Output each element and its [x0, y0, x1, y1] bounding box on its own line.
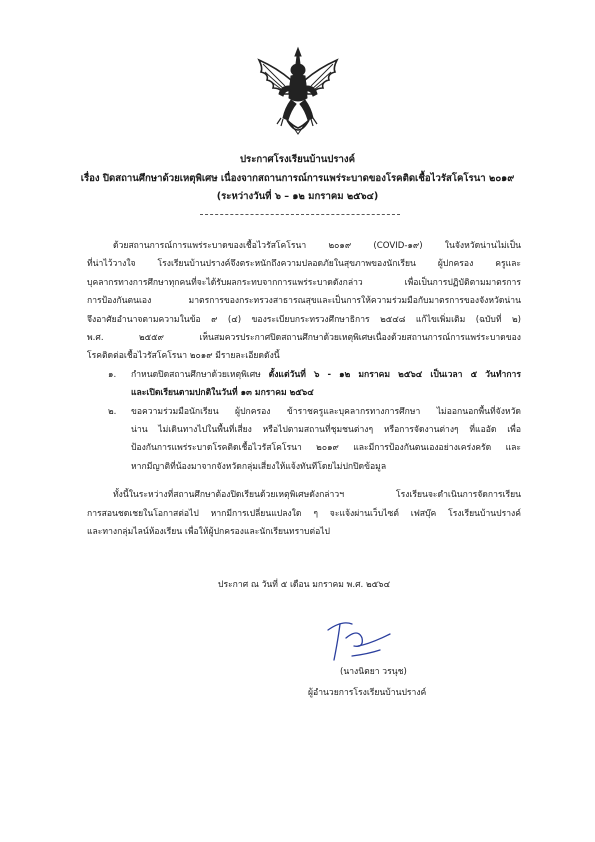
signature: [318, 616, 398, 666]
dashed-divider: [200, 214, 400, 215]
intro-line: พ.ศ. ๒๕๕๙ เห็นสมควรประกาศปิดสถานศึกษาด้วยเหตุพิเศษเนื่องด้วยสถานการณ์การแพร่ระบาดของ: [87, 333, 521, 344]
list-item: [87, 403, 521, 477]
list-line: ขอความร่วมมือนักเรียน ผู้ปกครอง ข้าราชครูและบุคลากรทางการศึกษา ไม่ออกนอกพื้นที่จังหวัด: [131, 406, 521, 417]
list-line: น่าน ไม่เดินทางไปในพื้นที่เสี่ยง หรือไปตามสถานที่ชุมชนต่างๆ หรือการจัดงานต่างๆ ที่แออัด เพื่อ: [131, 425, 521, 436]
announcement-header: [0, 151, 595, 207]
list-number: ๒.: [108, 406, 117, 417]
intro-line: โรคติดต่อเชื้อไวรัสโคโรนา ๒๐๑๙ มีรายละเอียดดังนี้: [87, 351, 280, 362]
signer-position: ผู้อำนวยการโรงเรียนบ้านปรางค์: [308, 688, 427, 698]
announcement-title: ประกาศโรงเรียนบ้านปรางค์: [239, 154, 356, 165]
intro-line: ที่น่าไว้วางใจ โรงเรียนบ้านปรางค์จึงตระหนักถึงความปลอดภัยในสุขภาพของนักเรียน ผู้ปกครอง ครูและ: [87, 259, 521, 270]
signer-name: (นางนิตยา วรนุช): [340, 667, 407, 677]
list-line-bold: และเปิดเรียนตามปกติในวันที่ ๑๓ มกราคม ๒๕๖๔: [131, 388, 314, 399]
list-line: หากมีญาติที่น้องมาจากจังหวัดกลุ่มเสี่ยงให้แจ้งทันทีโดยไม่ปกปิดข้อมูล: [131, 461, 387, 472]
closing-line: ทั้งนี้ในระหว่างที่สถานศึกษาต้องปิดเรียนด้วยเหตุพิเศษดังกล่าวฯ โรงเรียนจะดำเนินการจัดการเรียน: [113, 490, 521, 501]
intro-line: บุคลากรทางการศึกษาทุกคนที่จะได้รับผลกระทบจากการแพร่ระบาดดังกล่าว เพื่อเป็นการปฏิบัติตามมาตรการ: [87, 277, 521, 288]
announcement-date: ประกาศ ณ วันที่ ๕ เดือน มกราคม พ.ศ. ๒๕๖๔: [218, 580, 391, 590]
closing-line: การสอนชดเชยในโอกาสต่อไป หากมีการเปลี่ยนแปลงใด ๆ จะแจ้งผ่านเว็บไซต์ เฟสบุ๊ค โรงเรียนบ้านปรางค์: [87, 508, 521, 519]
announcement-subject: เรื่อง ปิดสถานศึกษาด้วยเหตุพิเศษ เนื่องจากสถานการณ์การแพร่ระบาดของโรคติดเชื้อไวรัสโคโรนา ๒๐๑๙: [80, 172, 515, 184]
list-item: [87, 366, 521, 403]
closing-line: และทางกลุ่มไลน์ห้องเรียน เพื่อให้ผู้ปกครองและนักเรียนทราบต่อไป: [87, 527, 331, 538]
announcement-period: (ระหว่างวันที่ ๖ – ๑๒ มกราคม ๒๕๖๔): [216, 191, 379, 202]
intro-line: ด้วยสถานการณ์การแพร่ระบาดของเชื้อไวรัสโคโรนา ๒๐๑๙ (COVID-๑๙) ในจังหวัดน่านไม่เป็น: [113, 241, 521, 251]
list-number: ๑.: [108, 369, 117, 380]
list-text-bold: ตั้งแต่วันที่ ๖ - ๑๒ มกราคม ๒๕๖๔ เป็นเวลา ๕ วันทำการ: [268, 369, 521, 380]
announcement-body: [87, 237, 521, 542]
list-text: กำหนดปิดสถานศึกษาด้วยเหตุพิเศษ: [131, 369, 269, 380]
intro-line: การป้องกันตนเอง มาตรการของกระทรวงสาธารณสุขและเป็นการให้ความร่วมมือกับมาตรการของจังหวัดน่าน: [87, 296, 521, 307]
garuda-emblem-icon: [255, 46, 341, 140]
list-line: [131, 366, 521, 384]
list-line: ป้องกันการแพร่ระบาดโรคติดเชื้อไวรัสโคโรนา ๒๐๑๙ และมีการป้องกันตนเองอย่างเคร่งครัด และ: [131, 443, 521, 454]
intro-line: จึงอาศัยอำนาจตามความในข้อ ๙ (๔) ของระเบียบกระทรวงศึกษาธิการ ๒๕๔๘ แก้ไขเพิ่มเติม (ฉบับที่ ๒): [87, 314, 521, 325]
